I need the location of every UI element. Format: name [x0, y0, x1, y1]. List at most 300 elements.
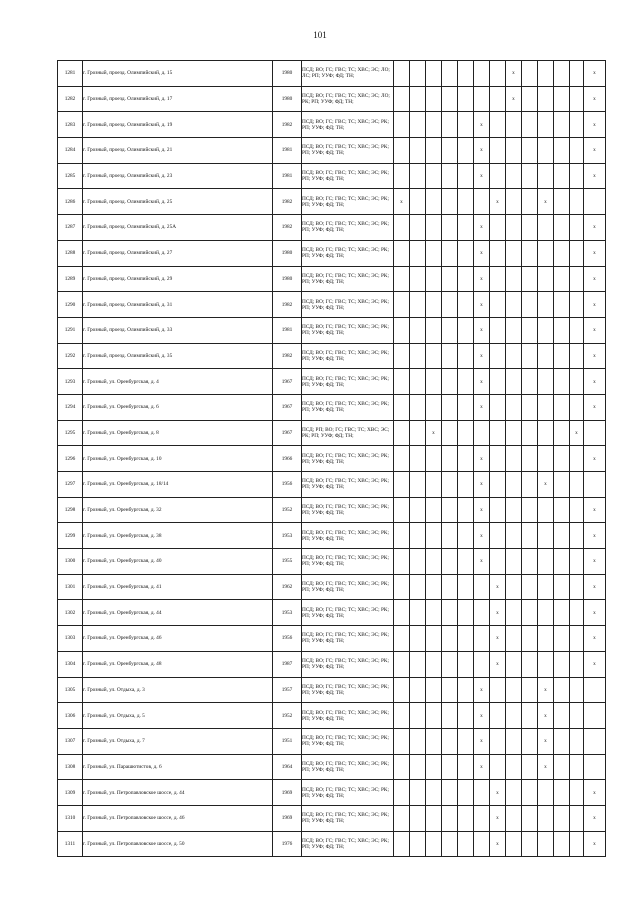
year-cell: 1982: [273, 215, 302, 241]
mark-cell: x: [584, 780, 606, 806]
services-cell: ПСД; ВО; ГС; ГВС; ТС; ХВС; ЭС; РК; РП; УУФ; ФД; ТН;: [302, 780, 394, 806]
mark-cell: [570, 138, 584, 164]
services-cell: ПСД; ВО; ГС; ГВС; ТС; ХВС; ЭС; РК; РП; УУФ; ФД; ТН;: [302, 728, 394, 754]
services-cell: ПСД; ВО; ГС; ГВС; ТС; ХВС; ЭС; РК; РП; УУФ; ФД; ТН;: [302, 549, 394, 575]
mark-cell: [410, 446, 426, 472]
mark-cell: [474, 831, 490, 857]
mark-cell: [554, 292, 570, 318]
mark-cell: [554, 163, 570, 189]
mark-cell: [458, 240, 474, 266]
year-cell: 1957: [273, 677, 302, 703]
mark-cell: x: [538, 754, 554, 780]
mark-cell: [554, 651, 570, 677]
mark-cell: [506, 472, 522, 498]
mark-cell: x: [584, 805, 606, 831]
mark-cell: [522, 163, 538, 189]
mark-cell: [554, 240, 570, 266]
mark-cell: [410, 728, 426, 754]
mark-cell: [522, 728, 538, 754]
mark-cell: [538, 626, 554, 652]
mark-cell: [410, 805, 426, 831]
row-number-cell: 1307: [58, 728, 83, 754]
mark-cell: x: [584, 215, 606, 241]
mark-cell: x: [394, 189, 410, 215]
mark-cell: [570, 472, 584, 498]
mark-cell: x: [584, 369, 606, 395]
mark-cell: [442, 549, 458, 575]
mark-cell: [554, 86, 570, 112]
mark-cell: [538, 292, 554, 318]
services-cell: ПСД; ВО; ГС; ГВС; ТС; ХВС; ЭС; РК; РП; УУФ; ФД; ТН;: [302, 138, 394, 164]
mark-cell: [506, 497, 522, 523]
mark-cell: [442, 626, 458, 652]
mark-cell: [426, 138, 442, 164]
mark-cell: x: [490, 805, 506, 831]
row-number-cell: 1310: [58, 805, 83, 831]
mark-cell: [410, 317, 426, 343]
mark-cell: [410, 86, 426, 112]
mark-cell: x: [584, 600, 606, 626]
address-cell: г. Грозный, проезд. Олимпийский, д. 27: [83, 240, 273, 266]
mark-cell: x: [474, 343, 490, 369]
mark-cell: [538, 651, 554, 677]
mark-cell: [538, 805, 554, 831]
mark-cell: [570, 317, 584, 343]
mark-cell: x: [474, 266, 490, 292]
row-number-cell: 1303: [58, 626, 83, 652]
mark-cell: [410, 369, 426, 395]
mark-cell: [426, 343, 442, 369]
mark-cell: [474, 600, 490, 626]
row-number-cell: 1284: [58, 138, 83, 164]
mark-cell: x: [474, 138, 490, 164]
address-cell: г. Грозный, ул. Оренбургская, д. 6: [83, 394, 273, 420]
mark-cell: x: [584, 523, 606, 549]
year-cell: 1981: [273, 138, 302, 164]
mark-cell: [554, 472, 570, 498]
mark-cell: [394, 651, 410, 677]
services-cell: ПСД; ВО; ГС; ГВС; ТС; ХВС; ЭС; РК; РП; УУФ; ФД; ТН;: [302, 831, 394, 857]
year-cell: 1953: [273, 600, 302, 626]
mark-cell: [490, 728, 506, 754]
address-cell: г. Грозный, проезд. Олимпийский, д. 25: [83, 189, 273, 215]
mark-cell: [522, 446, 538, 472]
mark-cell: [458, 394, 474, 420]
mark-cell: [506, 677, 522, 703]
mark-cell: [522, 523, 538, 549]
mark-cell: [584, 703, 606, 729]
mark-cell: [426, 754, 442, 780]
mark-cell: [570, 549, 584, 575]
mark-cell: [410, 420, 426, 446]
mark-cell: x: [490, 626, 506, 652]
mark-cell: [570, 523, 584, 549]
row-number-cell: 1295: [58, 420, 83, 446]
mark-cell: x: [584, 446, 606, 472]
mark-cell: [506, 600, 522, 626]
mark-cell: [538, 266, 554, 292]
services-cell: ПСД; ВО; ГС; ГВС; ТС; ХВС; ЭС; РК; РП; УУФ; ФД; ТН;: [302, 523, 394, 549]
mark-cell: [426, 703, 442, 729]
table-row: [58, 420, 606, 446]
mark-cell: [522, 317, 538, 343]
table-row: [58, 754, 606, 780]
mark-cell: [506, 292, 522, 318]
services-cell: ПСД; ВО; ГС; ГВС; ТС; ХВС; ЭС; РК; РП; УУФ; ФД; ТН;: [302, 805, 394, 831]
mark-cell: [570, 651, 584, 677]
row-number-cell: 1292: [58, 343, 83, 369]
mark-cell: [554, 343, 570, 369]
year-cell: 1956: [273, 626, 302, 652]
mark-cell: [426, 189, 442, 215]
mark-cell: [426, 574, 442, 600]
mark-cell: [426, 651, 442, 677]
address-cell: г. Грозный, ул. Отдыха, д. 5: [83, 703, 273, 729]
mark-cell: [442, 805, 458, 831]
mark-cell: [584, 189, 606, 215]
mark-cell: [410, 703, 426, 729]
address-cell: г. Грозный, проезд. Олимпийский, д. 23: [83, 163, 273, 189]
services-cell: ПСД; ВО; ГС; ГВС; ТС; ХВС; ЭС; РК; РП; УУФ; ФД; ТН;: [302, 215, 394, 241]
mark-cell: [394, 497, 410, 523]
mark-cell: [554, 549, 570, 575]
mark-cell: [426, 86, 442, 112]
mark-cell: x: [584, 240, 606, 266]
mark-cell: [538, 394, 554, 420]
mark-cell: [522, 677, 538, 703]
mark-cell: [570, 163, 584, 189]
mark-cell: [442, 112, 458, 138]
services-cell: ПСД; ВО; ГС; ГВС; ТС; ХВС; ЭС; РК; РП; УУФ; ФД; ТН;: [302, 266, 394, 292]
mark-cell: [474, 86, 490, 112]
address-cell: г. Грозный, ул. Оренбургская, д. 48: [83, 651, 273, 677]
mark-cell: [458, 369, 474, 395]
services-cell: ПСД; ВО; ГС; ГВС; ТС; ХВС; ЭС; РК; РП; УУФ; ФД; ТН;: [302, 472, 394, 498]
mark-cell: x: [506, 61, 522, 87]
mark-cell: [394, 240, 410, 266]
mark-cell: [584, 420, 606, 446]
services-cell: ПСД; РП; ВО; ГС; ГВС; ТС; ХВС; ЭС; РК; РП; УУФ; ФД; ТН;: [302, 420, 394, 446]
mark-cell: [442, 86, 458, 112]
mark-cell: x: [474, 728, 490, 754]
mark-cell: [522, 574, 538, 600]
table-row: [58, 292, 606, 318]
services-cell: ПСД; ВО; ГС; ГВС; ТС; ХВС; ЭС; РК; РП; УУФ; ФД; ТН;: [302, 574, 394, 600]
mark-cell: [506, 574, 522, 600]
address-cell: г. Грозный, ул. Оренбургская, д. 10: [83, 446, 273, 472]
mark-cell: [410, 651, 426, 677]
mark-cell: x: [538, 677, 554, 703]
mark-cell: [458, 343, 474, 369]
year-cell: 1969: [273, 780, 302, 806]
row-number-cell: 1288: [58, 240, 83, 266]
mark-cell: [394, 780, 410, 806]
services-cell: ПСД; ВО; ГС; ГВС; ТС; ХВС; ЭС; РК; РП; УУФ; ФД; ТН;: [302, 703, 394, 729]
mark-cell: [394, 728, 410, 754]
table-row: [58, 831, 606, 857]
address-cell: г. Грозный, ул. Петропавловское шоссе, д. 50: [83, 831, 273, 857]
mark-cell: x: [474, 369, 490, 395]
mark-cell: [490, 549, 506, 575]
mark-cell: [474, 626, 490, 652]
mark-cell: x: [584, 651, 606, 677]
address-cell: г. Грозный, ул. Отдыха, д. 7: [83, 728, 273, 754]
mark-cell: [458, 472, 474, 498]
mark-cell: [570, 805, 584, 831]
mark-cell: [426, 600, 442, 626]
table-row: [58, 600, 606, 626]
services-cell: ПСД; ВО; ГС; ГВС; ТС; ХВС; ЭС; РК; РП; УУФ; ФД; ТН;: [302, 343, 394, 369]
row-number-cell: 1298: [58, 497, 83, 523]
mark-cell: [554, 780, 570, 806]
services-cell: ПСД; ВО; ГС; ГВС; ТС; ХВС; ЭС; РК; РП; УУФ; ФД; ТН;: [302, 446, 394, 472]
mark-cell: [426, 549, 442, 575]
mark-cell: [506, 138, 522, 164]
mark-cell: [490, 497, 506, 523]
mark-cell: [554, 215, 570, 241]
mark-cell: [410, 215, 426, 241]
year-cell: 1982: [273, 112, 302, 138]
mark-cell: [442, 215, 458, 241]
mark-cell: [458, 317, 474, 343]
year-cell: 1956: [273, 472, 302, 498]
services-cell: ПСД; ВО; ГС; ГВС; ТС; ХВС; ЭС; РК; РП; УУФ; ФД; ТН;: [302, 677, 394, 703]
mark-cell: [426, 266, 442, 292]
mark-cell: [442, 780, 458, 806]
mark-cell: [442, 703, 458, 729]
address-cell: г. Грозный, проезд. Олимпийский, д. 31: [83, 292, 273, 318]
mark-cell: [538, 831, 554, 857]
year-cell: 1980: [273, 61, 302, 87]
mark-cell: [522, 626, 538, 652]
mark-cell: [570, 240, 584, 266]
mark-cell: [538, 497, 554, 523]
mark-cell: x: [584, 266, 606, 292]
mark-cell: x: [538, 728, 554, 754]
mark-cell: x: [584, 138, 606, 164]
mark-cell: [426, 394, 442, 420]
mark-cell: x: [584, 61, 606, 87]
mark-cell: [570, 394, 584, 420]
mark-cell: [570, 369, 584, 395]
mark-cell: [570, 754, 584, 780]
mark-cell: [426, 472, 442, 498]
table-row: [58, 240, 606, 266]
mark-cell: [458, 651, 474, 677]
mark-cell: [554, 189, 570, 215]
year-cell: 1967: [273, 394, 302, 420]
mark-cell: [506, 215, 522, 241]
mark-cell: [426, 317, 442, 343]
row-number-cell: 1301: [58, 574, 83, 600]
mark-cell: [442, 831, 458, 857]
mark-cell: [554, 805, 570, 831]
mark-cell: [442, 754, 458, 780]
mark-cell: [554, 369, 570, 395]
table-row: [58, 651, 606, 677]
mark-cell: x: [584, 394, 606, 420]
mark-cell: [426, 163, 442, 189]
mark-cell: [394, 112, 410, 138]
row-number-cell: 1300: [58, 549, 83, 575]
address-cell: г. Грозный, ул. Парашютистов, д. 6: [83, 754, 273, 780]
row-number-cell: 1285: [58, 163, 83, 189]
mark-cell: [522, 240, 538, 266]
mark-cell: [458, 523, 474, 549]
table-row: [58, 189, 606, 215]
row-number-cell: 1296: [58, 446, 83, 472]
mark-cell: [410, 626, 426, 652]
mark-cell: [506, 703, 522, 729]
mark-cell: [554, 754, 570, 780]
mark-cell: [490, 292, 506, 318]
mark-cell: [442, 343, 458, 369]
mark-cell: [458, 600, 474, 626]
mark-cell: [506, 754, 522, 780]
page-number: 101: [313, 30, 327, 40]
mark-cell: x: [490, 189, 506, 215]
mark-cell: x: [584, 831, 606, 857]
mark-cell: [490, 138, 506, 164]
address-cell: г. Грозный, ул. Петропавловское шоссе, д. 44: [83, 780, 273, 806]
mark-cell: x: [490, 651, 506, 677]
mark-cell: [394, 266, 410, 292]
mark-cell: [522, 343, 538, 369]
mark-cell: [394, 369, 410, 395]
mark-cell: [554, 677, 570, 703]
mark-cell: [410, 754, 426, 780]
mark-cell: [554, 523, 570, 549]
mark-cell: [554, 497, 570, 523]
address-cell: г. Грозный, ул. Оренбургская, д. 44: [83, 600, 273, 626]
table-row: [58, 163, 606, 189]
mark-cell: [522, 369, 538, 395]
mark-cell: [426, 677, 442, 703]
mark-cell: [570, 86, 584, 112]
mark-cell: x: [474, 317, 490, 343]
row-number-cell: 1287: [58, 215, 83, 241]
mark-cell: [522, 112, 538, 138]
table-row: [58, 112, 606, 138]
mark-cell: [442, 292, 458, 318]
mark-cell: [522, 420, 538, 446]
mark-cell: [506, 163, 522, 189]
year-cell: 1982: [273, 189, 302, 215]
services-cell: ПСД; ВО; ГС; ГВС; ТС; ХВС; ЭС; ЛО; ЛС; РП; УУФ; ФД; ТН;: [302, 61, 394, 87]
mark-cell: [426, 292, 442, 318]
mark-cell: [458, 805, 474, 831]
mark-cell: x: [584, 626, 606, 652]
mark-cell: [490, 446, 506, 472]
mark-cell: [538, 780, 554, 806]
row-number-cell: 1282: [58, 86, 83, 112]
table-row: [58, 728, 606, 754]
mark-cell: x: [490, 574, 506, 600]
mark-cell: [490, 472, 506, 498]
services-cell: ПСД; ВО; ГС; ГВС; ТС; ХВС; ЭС; РК; РП; УУФ; ФД; ТН;: [302, 497, 394, 523]
mark-cell: [426, 112, 442, 138]
mark-cell: [458, 215, 474, 241]
mark-cell: [490, 86, 506, 112]
mark-cell: [490, 215, 506, 241]
mark-cell: [584, 472, 606, 498]
mark-cell: [522, 805, 538, 831]
mark-cell: [538, 369, 554, 395]
address-cell: г. Грозный, ул. Петропавловское шоссе, д. 46: [83, 805, 273, 831]
year-cell: 1952: [273, 703, 302, 729]
mark-cell: [490, 523, 506, 549]
mark-cell: [442, 600, 458, 626]
mark-cell: [570, 728, 584, 754]
mark-cell: [426, 215, 442, 241]
mark-cell: [410, 112, 426, 138]
mark-cell: [458, 266, 474, 292]
mark-cell: [522, 600, 538, 626]
mark-cell: [570, 189, 584, 215]
address-cell: г. Грозный, ул. Оренбургская, д. 18/14: [83, 472, 273, 498]
mark-cell: [490, 163, 506, 189]
row-number-cell: 1306: [58, 703, 83, 729]
mark-cell: [394, 163, 410, 189]
mark-cell: [410, 780, 426, 806]
mark-cell: [458, 703, 474, 729]
table-row: [58, 215, 606, 241]
mark-cell: [442, 574, 458, 600]
mark-cell: [506, 240, 522, 266]
mark-cell: [506, 651, 522, 677]
mark-cell: x: [474, 549, 490, 575]
services-cell: ПСД; ВО; ГС; ГВС; ТС; ХВС; ЭС; РК; РП; УУФ; ФД; ТН;: [302, 369, 394, 395]
address-cell: г. Грозный, ул. Оренбургская, д. 8: [83, 420, 273, 446]
table-row: [58, 446, 606, 472]
mark-cell: [554, 420, 570, 446]
table-row: [58, 677, 606, 703]
mark-cell: [538, 163, 554, 189]
mark-cell: x: [538, 472, 554, 498]
mark-cell: [538, 61, 554, 87]
mark-cell: [426, 61, 442, 87]
mark-cell: [394, 420, 410, 446]
mark-cell: [426, 728, 442, 754]
year-cell: 1962: [273, 574, 302, 600]
row-number-cell: 1289: [58, 266, 83, 292]
mark-cell: [538, 574, 554, 600]
mark-cell: [458, 754, 474, 780]
address-cell: г. Грозный, проезд. Олимпийский, д. 35: [83, 343, 273, 369]
mark-cell: [426, 805, 442, 831]
mark-cell: [426, 240, 442, 266]
mark-cell: [490, 317, 506, 343]
mark-cell: [410, 574, 426, 600]
mark-cell: [458, 86, 474, 112]
mark-cell: [538, 446, 554, 472]
address-cell: г. Грозный, проезд. Олимпийский, д. 17: [83, 86, 273, 112]
mark-cell: [538, 549, 554, 575]
mark-cell: [474, 574, 490, 600]
mark-cell: [506, 189, 522, 215]
mark-cell: [506, 626, 522, 652]
mark-cell: x: [506, 86, 522, 112]
address-cell: г. Грозный, проезд. Олимпийский, д. 21: [83, 138, 273, 164]
year-cell: 1981: [273, 317, 302, 343]
table-row: [58, 266, 606, 292]
address-cell: г. Грозный, проезд. Олимпийский, д. 25А: [83, 215, 273, 241]
table-body: [58, 61, 606, 857]
mark-cell: [554, 703, 570, 729]
year-cell: 1967: [273, 420, 302, 446]
mark-cell: [538, 112, 554, 138]
mark-cell: x: [584, 497, 606, 523]
